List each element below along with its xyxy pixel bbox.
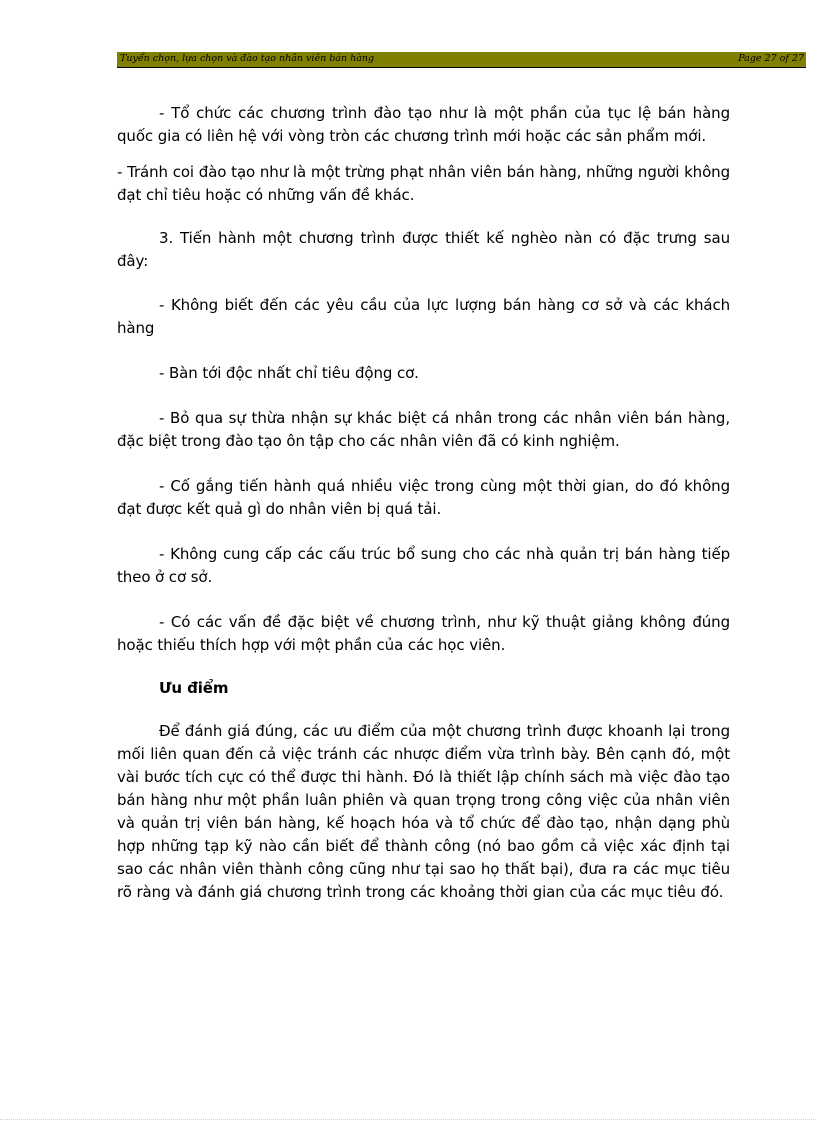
page-bottom-border — [0, 1119, 816, 1120]
paragraph-5: - Bàn tới độc nhất chỉ tiêu động cơ. — [159, 364, 419, 382]
paragraph-8: - Không cung cấp các cấu trúc bổ sung cho các nhà quản trị bán hàng tiếp theo ở cơ sở. — [117, 545, 730, 586]
paragraph-4: - Không biết đến các yêu cầu của lực lượng bán hàng cơ sở và các khách hàng — [117, 296, 730, 337]
paragraph-2: - Tránh coi đào tạo như là một trừng phạt nhân viên bán hàng, những người không đạt chỉ tiêu hoặc có những vấn đề khác. — [117, 163, 730, 204]
section-heading: Ưu điểm — [159, 679, 229, 697]
paragraph-9: - Có các vấn đề đặc biệt về chương trình, như kỹ thuật giảng không đúng hoặc thiếu thích hợp với một phần của các học viên. — [117, 613, 730, 654]
paragraph-3: 3. Tiến hành một chương trình được thiết kế nghèo nàn có đặc trưng sau đây: — [117, 229, 730, 270]
page-header — [117, 52, 806, 68]
page-number: Page 27 of 27 — [738, 53, 804, 64]
paragraph-7: - Cố gắng tiến hành quá nhiều việc trong cùng một thời gian, do đó không đạt được kết quả gì do nhân viên bị quá tải. — [117, 477, 730, 518]
paragraph-1: - Tổ chức các chương trình đào tạo như là một phần của tục lệ bán hàng quốc gia có liên hệ với vòng tròn các chương trình mới hoặc các sản phẩm mới. — [117, 104, 730, 145]
document-title: Tuyển chọn, lựa chọn và đào tạo nhân viên bán hàng — [120, 53, 375, 64]
paragraph-final: Để đánh giá đúng, các ưu điểm của một chương trình được khoanh lại trong mối liên quan đến cả việc tránh các nhược điểm vừa trình bày. Bên cạnh đó, một vài bước tích cực có thể được thi hành. Đó là thiết lập chính sách mà việc đào tạo bán hàng như một phần luân phiên và quan trọng trong công việc của nhân viên và quản trị viên bán hàng, kế hoạch hóa và tổ chức để đào tạo, nhận dạng phù hợp những tạp kỹ nào cần biết để thành công (nó bao gồm cả việc xác định tại sao các nhân viên thành công cũng như tại sao họ thất bại), đưa ra các mục tiêu rõ ràng và đánh giá chương trình trong các khoảng thời gian của các mục tiêu đó. — [117, 722, 730, 901]
paragraph-6: - Bỏ qua sự thừa nhận sự khác biệt cá nhân trong các nhân viên bán hàng, đặc biệt trong đào tạo ôn tập cho các nhân viên đã có kinh nghiệm. — [117, 409, 730, 450]
document-body — [117, 102, 730, 904]
